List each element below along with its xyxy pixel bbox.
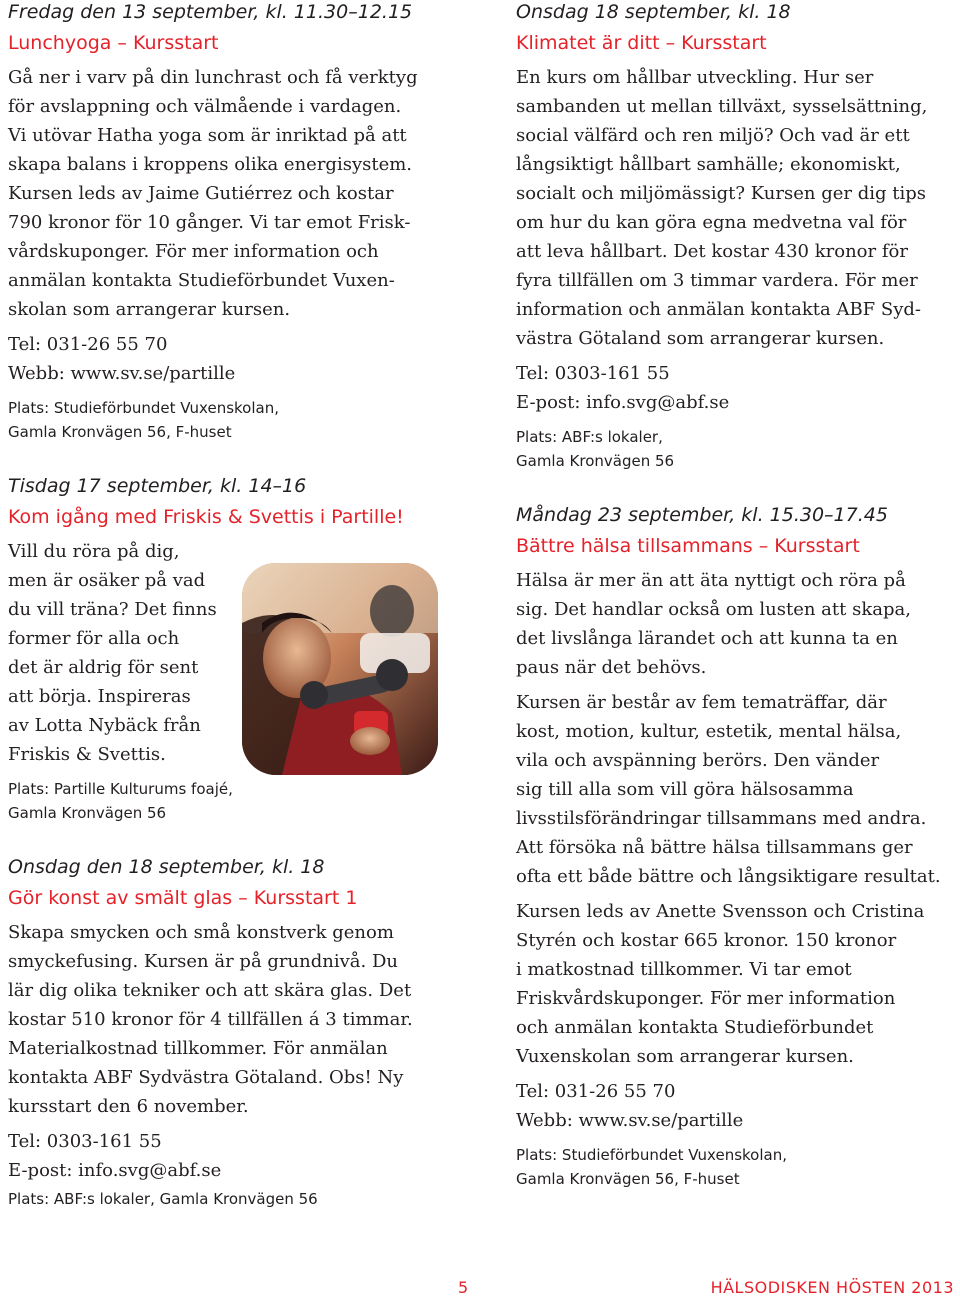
- event-klimat: [516, 0, 952, 473]
- event-title: Gör konst av smält glas – Kursstart 1: [8, 887, 358, 909]
- event-title: Bättre hälsa tillsammans – Kursstart: [516, 535, 860, 557]
- email-link[interactable]: E-post: info.svg@abf.se: [516, 392, 730, 413]
- event-contact: [8, 1127, 460, 1185]
- phone: Tel: 0303-161 55: [516, 363, 670, 384]
- event-contact: [516, 1077, 952, 1135]
- right-column: [516, 0, 952, 1191]
- event-battre-halsa: [516, 503, 952, 1191]
- event-lunchyoga: [8, 0, 460, 444]
- event-title: Lunchyoga – Kursstart: [8, 32, 219, 54]
- phone: Tel: 0303-161 55: [8, 1131, 162, 1152]
- event-paragraph-3: Kursen leds av Anette Svensson och Cristina Styrén och kostar 665 kronor. 150 kronor i matkostnad tillkommer. Vi tar emot Friskvårdskuponger. För mer information och anmälan kontakta Studieförbundet Vuxenskolan som arrangerar kursen.: [516, 901, 925, 1067]
- event-description: En kurs om hållbar utveckling. Hur ser sambanden ut mellan tillväxt, sysselsättning, social välfärd och ren miljö? Och vad är ett långsiktigt hållbart samhälle; ekonomiskt, socialt och miljömässigt? Kursen ger dig tips om hur du kan göra egna medvetna val för att leva hållbart. Det kostar 430 kronor för fyra tillfällen om 3 timmar vardera. För mer information och anmälan kontakta ABF Syd- västra Götaland som arrangerar kursen.: [516, 67, 928, 349]
- phone: Tel: 031-26 55 70: [8, 334, 168, 355]
- event-place: Plats: ABF:s lokaler, Gamla Kronvägen 56: [8, 1190, 318, 1208]
- event-date: Måndag 23 september, kl. 15.30–17.45: [516, 504, 888, 526]
- event-description: Gå ner i varv på din lunchrast och få verktyg för avslappning och välmående i vardagen. Vi utövar Hatha yoga som är inriktad på att skapa balans i kroppens olika energisystem. Kursen leds av Jaime Gutiérrez och kostar 790 kronor för 10 gånger. Vi tar emot Frisk- vårdskuponger. För mer information och anmälan kontakta Studieförbundet Vuxen- skolan som arrangerar kursen.: [8, 67, 418, 320]
- event-place: Plats: Partille Kulturums foajé, Gamla Kronvägen 56: [8, 780, 233, 822]
- email-link[interactable]: E-post: info.svg@abf.se: [8, 1160, 222, 1181]
- event-title: Klimatet är ditt – Kursstart: [516, 32, 767, 54]
- event-place: Plats: Studieförbundet Vuxenskolan, Gamla Kronvägen 56, F-huset: [516, 1146, 787, 1188]
- event-contact: [516, 359, 952, 417]
- event-contact: [8, 330, 460, 388]
- event-date: Tisdag 17 september, kl. 14–16: [8, 475, 307, 497]
- event-date: Onsdag 18 september, kl. 18: [516, 1, 791, 23]
- event-date: Fredag den 13 september, kl. 11.30–12.15: [8, 1, 413, 23]
- fitness-class-photo: [242, 563, 438, 775]
- website-link[interactable]: Webb: www.sv.se/partille: [516, 1110, 744, 1131]
- phone: Tel: 031-26 55 70: [516, 1081, 676, 1102]
- event-description: Vill du röra på dig, men är osäker på vad du vill träna? Det finns former för alla och det är aldrig för sent att börja. Inspireras av Lotta Nybäck från Friskis & Svettis.: [8, 541, 217, 765]
- event-glaskonst: [8, 855, 460, 1211]
- event-description: Skapa smycken och små konstverk genom smyckefusing. Kursen är på grundnivå. Du lär dig olika tekniker och att skära glas. Det kostar 510 kronor för 4 tillfällen á 3 timmar. Materialkostnad tillkommer. För anmälan kontakta ABF Sydvästra Götaland. Obs! Ny kursstart den 6 november.: [8, 922, 413, 1117]
- event-place: Plats: ABF:s lokaler, Gamla Kronvägen 56: [516, 428, 675, 470]
- website-link[interactable]: Webb: www.sv.se/partille: [8, 363, 236, 384]
- event-place: Plats: Studieförbundet Vuxenskolan, Gamla Kronvägen 56, F-huset: [8, 399, 279, 441]
- page-number: 5: [458, 1278, 469, 1297]
- event-date: Onsdag den 18 september, kl. 18: [8, 856, 325, 878]
- event-title: Kom igång med Friskis & Svettis i Partille!: [8, 506, 404, 528]
- event-paragraph-2: Kursen är består av fem tematräffar, där kost, motion, kultur, estetik, mental hälsa, vila och avspänning berörs. Den vänder sig till alla som vill göra hälsosamma livsstilsförändringar tillsammans med andra. Att försöka nå bättre hälsa tillsammans ger ofta ett både bättre och långsiktigare resultat.: [516, 692, 941, 887]
- magazine-title: HÄLSODISKEN HÖSTEN 2013: [710, 1278, 954, 1297]
- event-paragraph-1: Hälsa är mer än att äta nyttigt och röra på sig. Det handlar också om lusten att skapa, det livslånga lärandet och att kunna ta en paus när det behövs.: [516, 570, 911, 678]
